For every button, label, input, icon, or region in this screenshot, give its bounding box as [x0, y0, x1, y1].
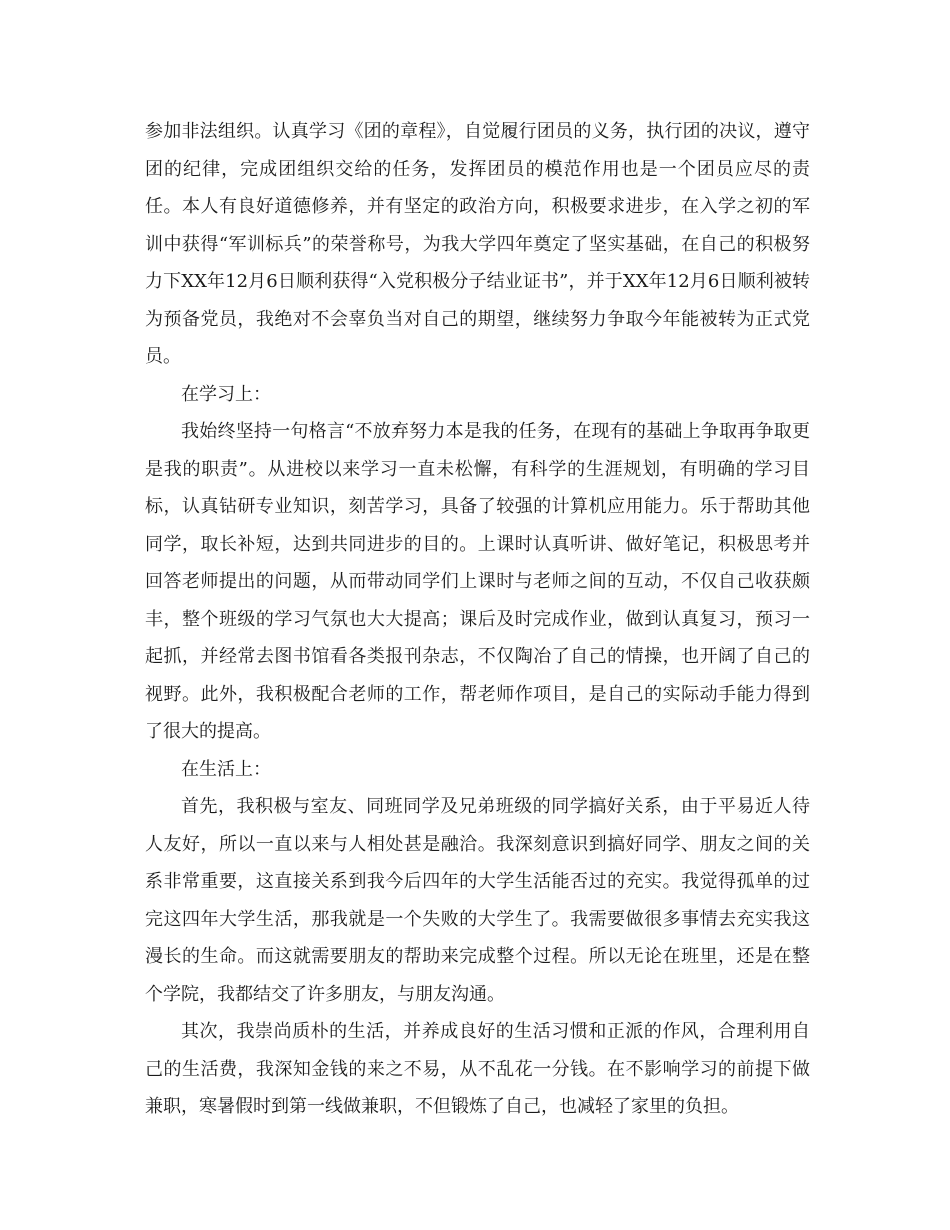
section-heading-study: 在学习上：	[181, 383, 271, 405]
section-heading-life: 在生活上：	[181, 758, 271, 780]
paragraph-study: 我始终坚持一句格言“不放弃努力本是我的任务，在现有的基础上争取再争取更是我的职责”。从进校以来学习一直未松懈，有科学的生涯规划，有明确的学习目标，认真钻研专业知识，刻苦学习，具备了较强的计算机应用能力。乐于帮助其他同学，取长补短，达到共同进步的目的。上课时认真听讲、做好笔记，积极思考并回答老师提出的问题，从而带动同学们上课时与老师之间的互动，不仅自己收获颇丰，整个班级的学习气氛也大大提高；课后及时完成作业，做到认真复习，预习一起抓，并经常去图书馆看各类报刊杂志，不仅陶冶了自己的情操，也开阔了自己的视野。此外，我积极配合老师的工作，帮老师作项目，是自己的实际动手能力得到了很大的提高。	[145, 421, 810, 742]
paragraph-life-frugality: 其次，我崇尚质朴的生活，并养成良好的生活习惯和正派的作风，合理利用自己的生活费，我深知金钱的来之不易，从不乱花一分钱。在不影响学习的前提下做兼职，寒暑假时到第一线做兼职，不但锻炼了自己，也减轻了家里的负担。	[145, 1021, 810, 1117]
document-body	[145, 113, 810, 1126]
paragraph-party-membership: 参加非法组织。认真学习《团的章程》，自觉履行团员的义务，执行团的决议，遵守团的纪律，完成团组织交给的任务，发挥团员的模范作用也是一个团员应尽的责任。本人有良好道德修养，并有坚定的政治方向，积极要求进步，在入学之初的军训中获得“军训标兵”的荣誉称号，为我大学四年奠定了坚实基础，在自己的积极努力下XX年12月6日顺利获得“入党积极分子结业证书”，并于XX年12月6日顺利被转为预备党员，我绝对不会辜负当对自己的期望，继续努力争取今年能被转为正式党员。	[145, 121, 810, 367]
paragraph-life-relationships: 首先，我积极与室友、同班同学及兄弟班级的同学搞好关系，由于平易近人待人友好，所以一直以来与人相处甚是融洽。我深刻意识到搞好同学、朋友之间的关系非常重要，这直接关系到我今后四年的大学生活能否过的充实。我觉得孤单的过完这四年大学生活，那我就是一个失败的大学生了。我需要做很多事情去充实我这漫长的生命。而这就需要朋友的帮助来完成整个过程。所以无论在班里，还是在整个学院，我都结交了许多朋友，与朋友沟通。	[145, 796, 810, 1005]
